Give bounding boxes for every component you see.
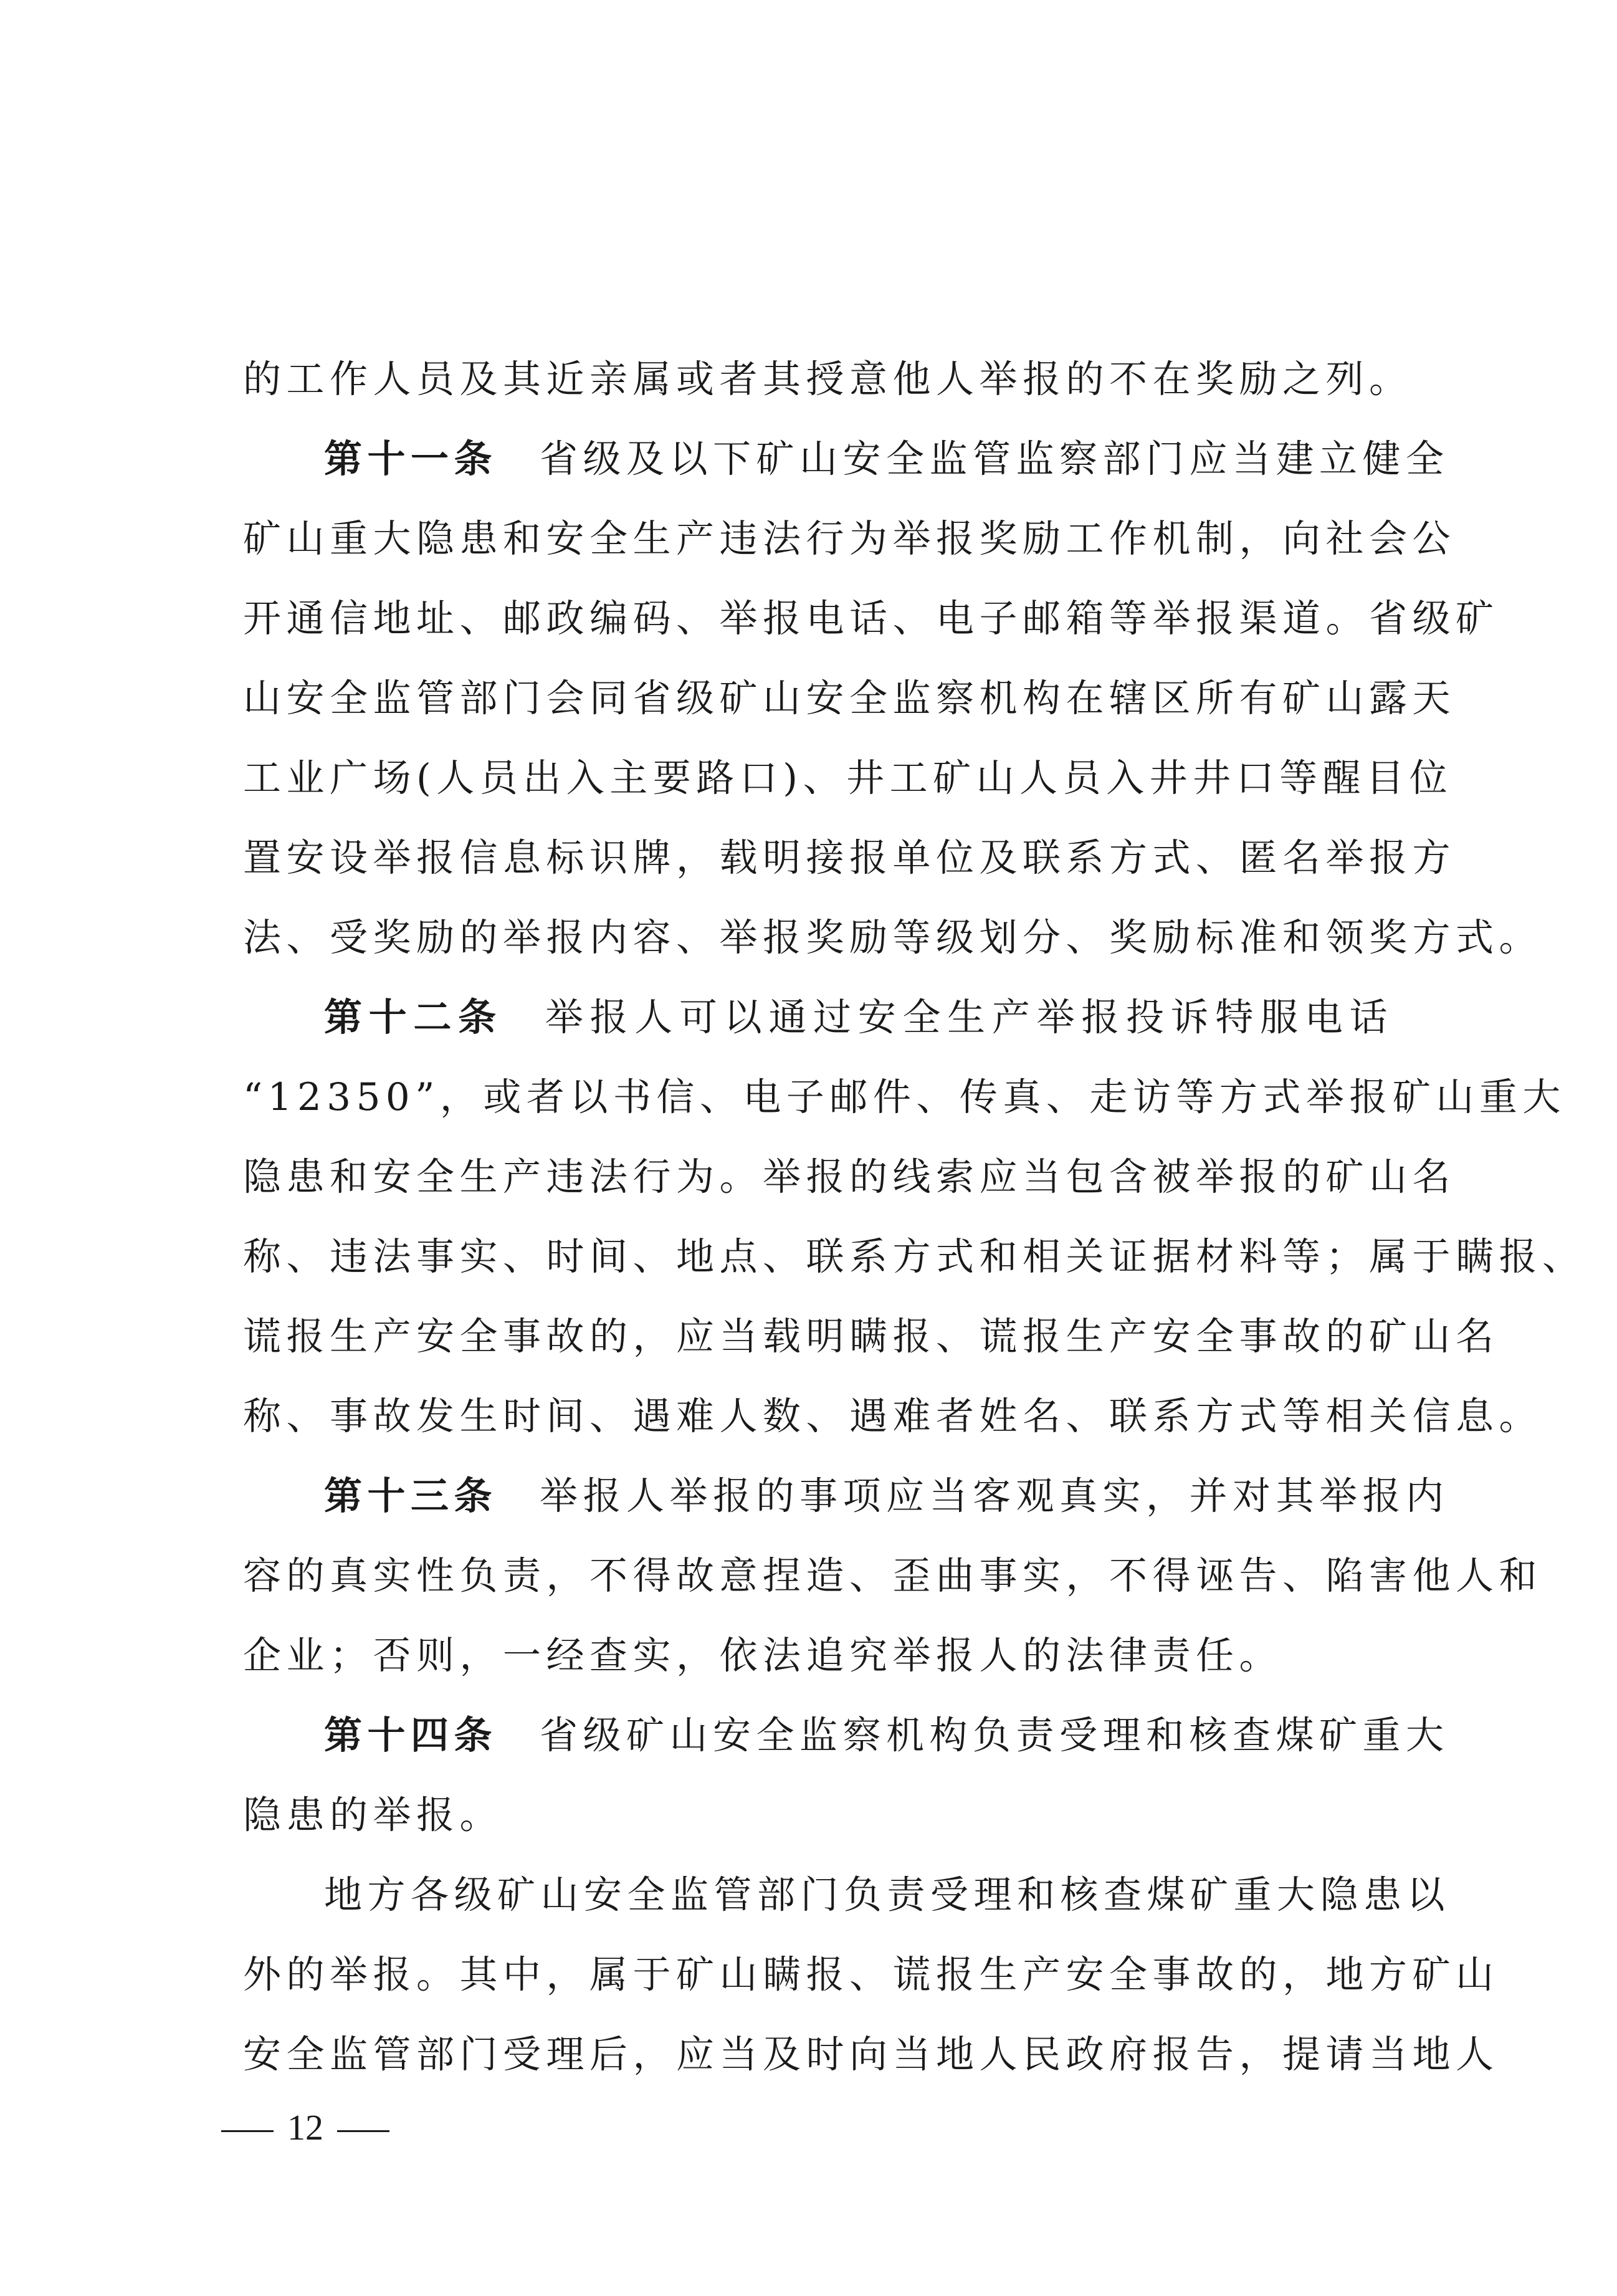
text-line (243, 1377, 1543, 1457)
footer-dash-left (221, 2130, 274, 2132)
text-line (243, 978, 1393, 1058)
page-number: 12 (287, 2107, 323, 2148)
text-line (243, 1297, 1499, 1377)
line-text: 省级及以下矿山安全监管监察部门应当建立健全 (540, 437, 1449, 481)
line-text: 开通信地址、邮政编码、举报电话、电子邮箱等举报渠道。省级矿 (243, 596, 1499, 641)
text-line (243, 1137, 1456, 1217)
line-text: 外的举报。其中，属于矿山瞒报、谎报生产安全事故的，地方矿山 (243, 1953, 1499, 1997)
text-line (243, 1536, 1543, 1616)
text-line (243, 818, 1456, 898)
text-line (243, 579, 1499, 659)
page-footer (207, 2107, 403, 2148)
line-text: 称、事故发生时间、遇难人数、遇难者姓名、联系方式等相关信息。 (243, 1394, 1543, 1438)
text-line (243, 739, 1453, 818)
footer-dash-right (337, 2130, 389, 2132)
text-line (243, 898, 1543, 978)
text-line (243, 1855, 1451, 1935)
text-line (243, 1058, 1566, 1137)
text-line (243, 340, 1413, 419)
line-text: 举报人举报的事项应当客观真实，并对其举报内 (540, 1474, 1449, 1518)
line-text: 安全监管部门受理后，应当及时向当地人民政府报告，提请当地人 (243, 2032, 1499, 2077)
article-label: 第十二条 (324, 995, 503, 1040)
text-line (243, 2015, 1499, 2095)
line-text: 的工作人员及其近亲属或者其授意他人举报的不在奖励之列。 (243, 357, 1413, 401)
body-text (243, 340, 1586, 2095)
line-text: 工业广场(人员出入主要路口)、井工矿山人员入井井口等醒目位 (243, 756, 1453, 800)
line-text: 举报人可以通过安全生产举报投诉特服电话 (545, 995, 1393, 1040)
article-label: 第十四条 (324, 1713, 498, 1758)
text-line (243, 1935, 1499, 2015)
line-text: 地方各级矿山安全监管部门负责受理和核查煤矿重大隐患以 (324, 1873, 1451, 1917)
article-label: 第十一条 (324, 437, 498, 481)
article-label: 第十三条 (324, 1474, 498, 1518)
text-line (243, 499, 1456, 579)
line-text: 山安全监管部门会同省级矿山安全监察机构在辖区所有矿山露天 (243, 676, 1456, 720)
text-line (243, 419, 1449, 499)
text-line (243, 1217, 1586, 1297)
text-line (243, 1696, 1449, 1776)
line-text: 容的真实性负责，不得故意捏造、歪曲事实，不得诬告、陷害他人和 (243, 1554, 1543, 1598)
line-text: 称、违法事实、时间、地点、联系方式和相关证据材料等；属于瞒报、 (243, 1235, 1586, 1279)
text-line (243, 1457, 1449, 1536)
line-text: 企业；否则，一经查实，依法追究举报人的法律责任。 (243, 1634, 1283, 1678)
line-text: 法、受奖励的举报内容、举报奖励等级划分、奖励标准和领奖方式。 (243, 916, 1543, 960)
line-text: 置安设举报信息标识牌，载明接报单位及联系方式、匿名举报方 (243, 836, 1456, 880)
text-line (243, 659, 1456, 739)
line-text: 省级矿山安全监察机构负责受理和核查煤矿重大 (540, 1713, 1449, 1758)
line-text: 隐患和安全生产违法行为。举报的线索应当包含被举报的矿山名 (243, 1155, 1456, 1199)
line-text: 谎报生产安全事故的，应当载明瞒报、谎报生产安全事故的矿山名 (243, 1314, 1499, 1359)
text-line (243, 1776, 1393, 1855)
line-text: “12350”，或者以书信、电子邮件、传真、走访等方式举报矿山重大 (243, 1075, 1566, 1119)
text-line (243, 1616, 1393, 1696)
line-text: 隐患的举报。 (243, 1793, 503, 1837)
line-text: 矿山重大隐患和安全生产违法行为举报奖励工作机制，向社会公 (243, 517, 1456, 561)
